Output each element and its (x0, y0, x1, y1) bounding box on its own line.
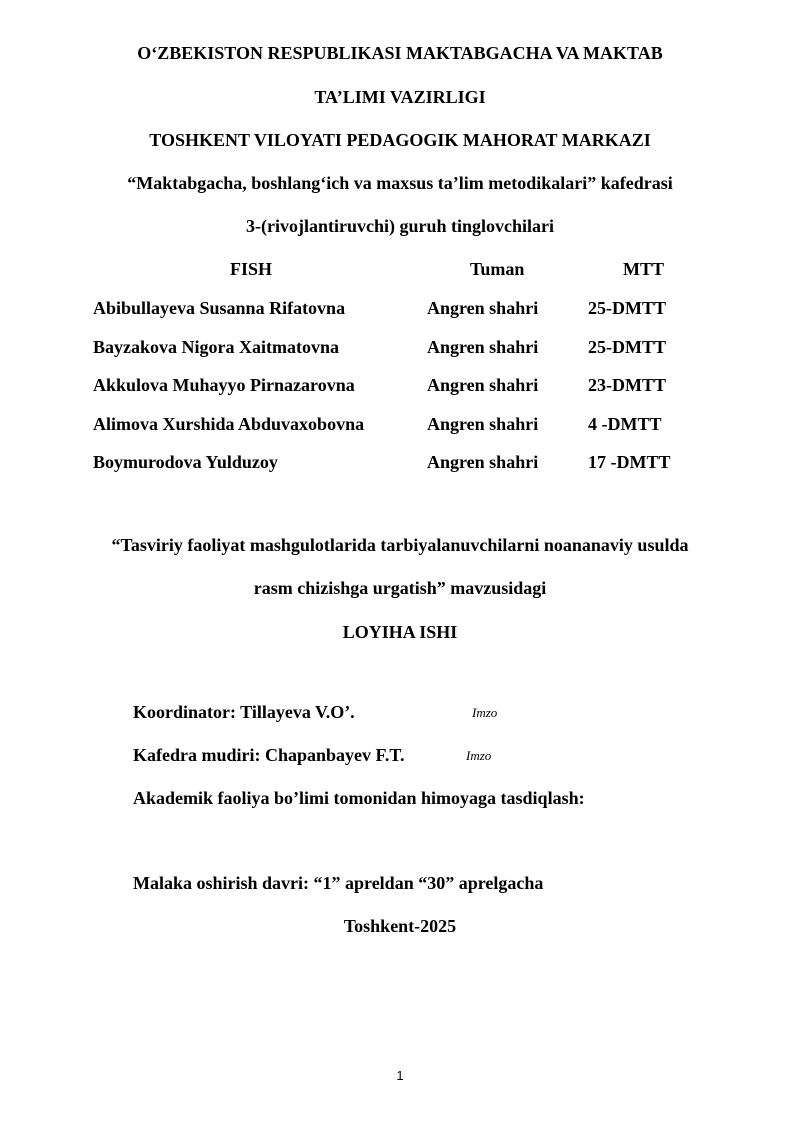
column-header-fish: FISH (230, 259, 273, 279)
cell-fish: Alimova Xurshida Abduvaxobovna (93, 414, 365, 434)
cell-tuman: Angren shahri (427, 375, 539, 395)
group-title: 3-(rivojlantiruvchi) guruh tinglovchilari (246, 216, 554, 236)
cell-fish: Bayzakova Nigora Xaitmatovna (93, 337, 339, 357)
column-header-tuman: Tuman (470, 259, 525, 279)
topic-line1: “Tasviriy faoliyat mashgulotlarida tarbiyalanuvchilarni noananaviy usulda (111, 535, 689, 555)
department-head-signature-label: Imzo (466, 748, 492, 763)
cell-mtt: 17 -DMTT (588, 452, 671, 472)
approval-line: Akademik faoliya bo’limi tomonidan himoyaga tasdiqlash: (133, 788, 585, 808)
department-head-line: Kafedra mudiri: Chapanbayev F.T. (133, 745, 405, 765)
department-title: “Maktabgacha, boshlang‘ich va maxsus ta’lim metodikalari” kafedrasi (127, 173, 673, 193)
center-title: TOSHKENT VILOYATI PEDAGOGIK MAHORAT MARKAZI (149, 130, 651, 150)
coordinator-signature-label: Imzo (472, 705, 498, 720)
project-title: LOYIHA ISHI (342, 622, 458, 642)
cell-mtt: 25-DMTT (588, 337, 666, 357)
cell-fish: Abibullayeva Susanna Rifatovna (93, 298, 346, 318)
coordinator-line: Koordinator: Tillayeva V.O’. (133, 702, 355, 722)
cell-mtt: 25-DMTT (588, 298, 666, 318)
page-number: 1 (396, 1068, 404, 1083)
cell-tuman: Angren shahri (427, 452, 539, 472)
ministry-title-line1: O‘ZBEKISTON RESPUBLIKASI MAKTABGACHA VA MAKTAB (137, 43, 663, 63)
cell-mtt: 23-DMTT (588, 375, 666, 395)
place-year: Toshkent-2025 (343, 916, 457, 936)
topic-line2: rasm chizishga urgatish” mavzusidagi (253, 578, 547, 598)
cell-fish: Akkulova Muhayyo Pirnazarovna (93, 375, 355, 395)
cell-fish: Boymurodova Yulduzoy (93, 452, 278, 472)
training-period: Malaka oshirish davri: “1” apreldan “30” aprelgacha (133, 873, 544, 893)
cell-tuman: Angren shahri (427, 337, 539, 357)
cell-tuman: Angren shahri (427, 298, 539, 318)
cell-tuman: Angren shahri (427, 414, 539, 434)
ministry-title-line2: TA’LIMI VAZIRLIGI (314, 87, 486, 107)
cell-mtt: 4 -DMTT (588, 414, 662, 434)
column-header-mtt: MTT (623, 259, 665, 279)
